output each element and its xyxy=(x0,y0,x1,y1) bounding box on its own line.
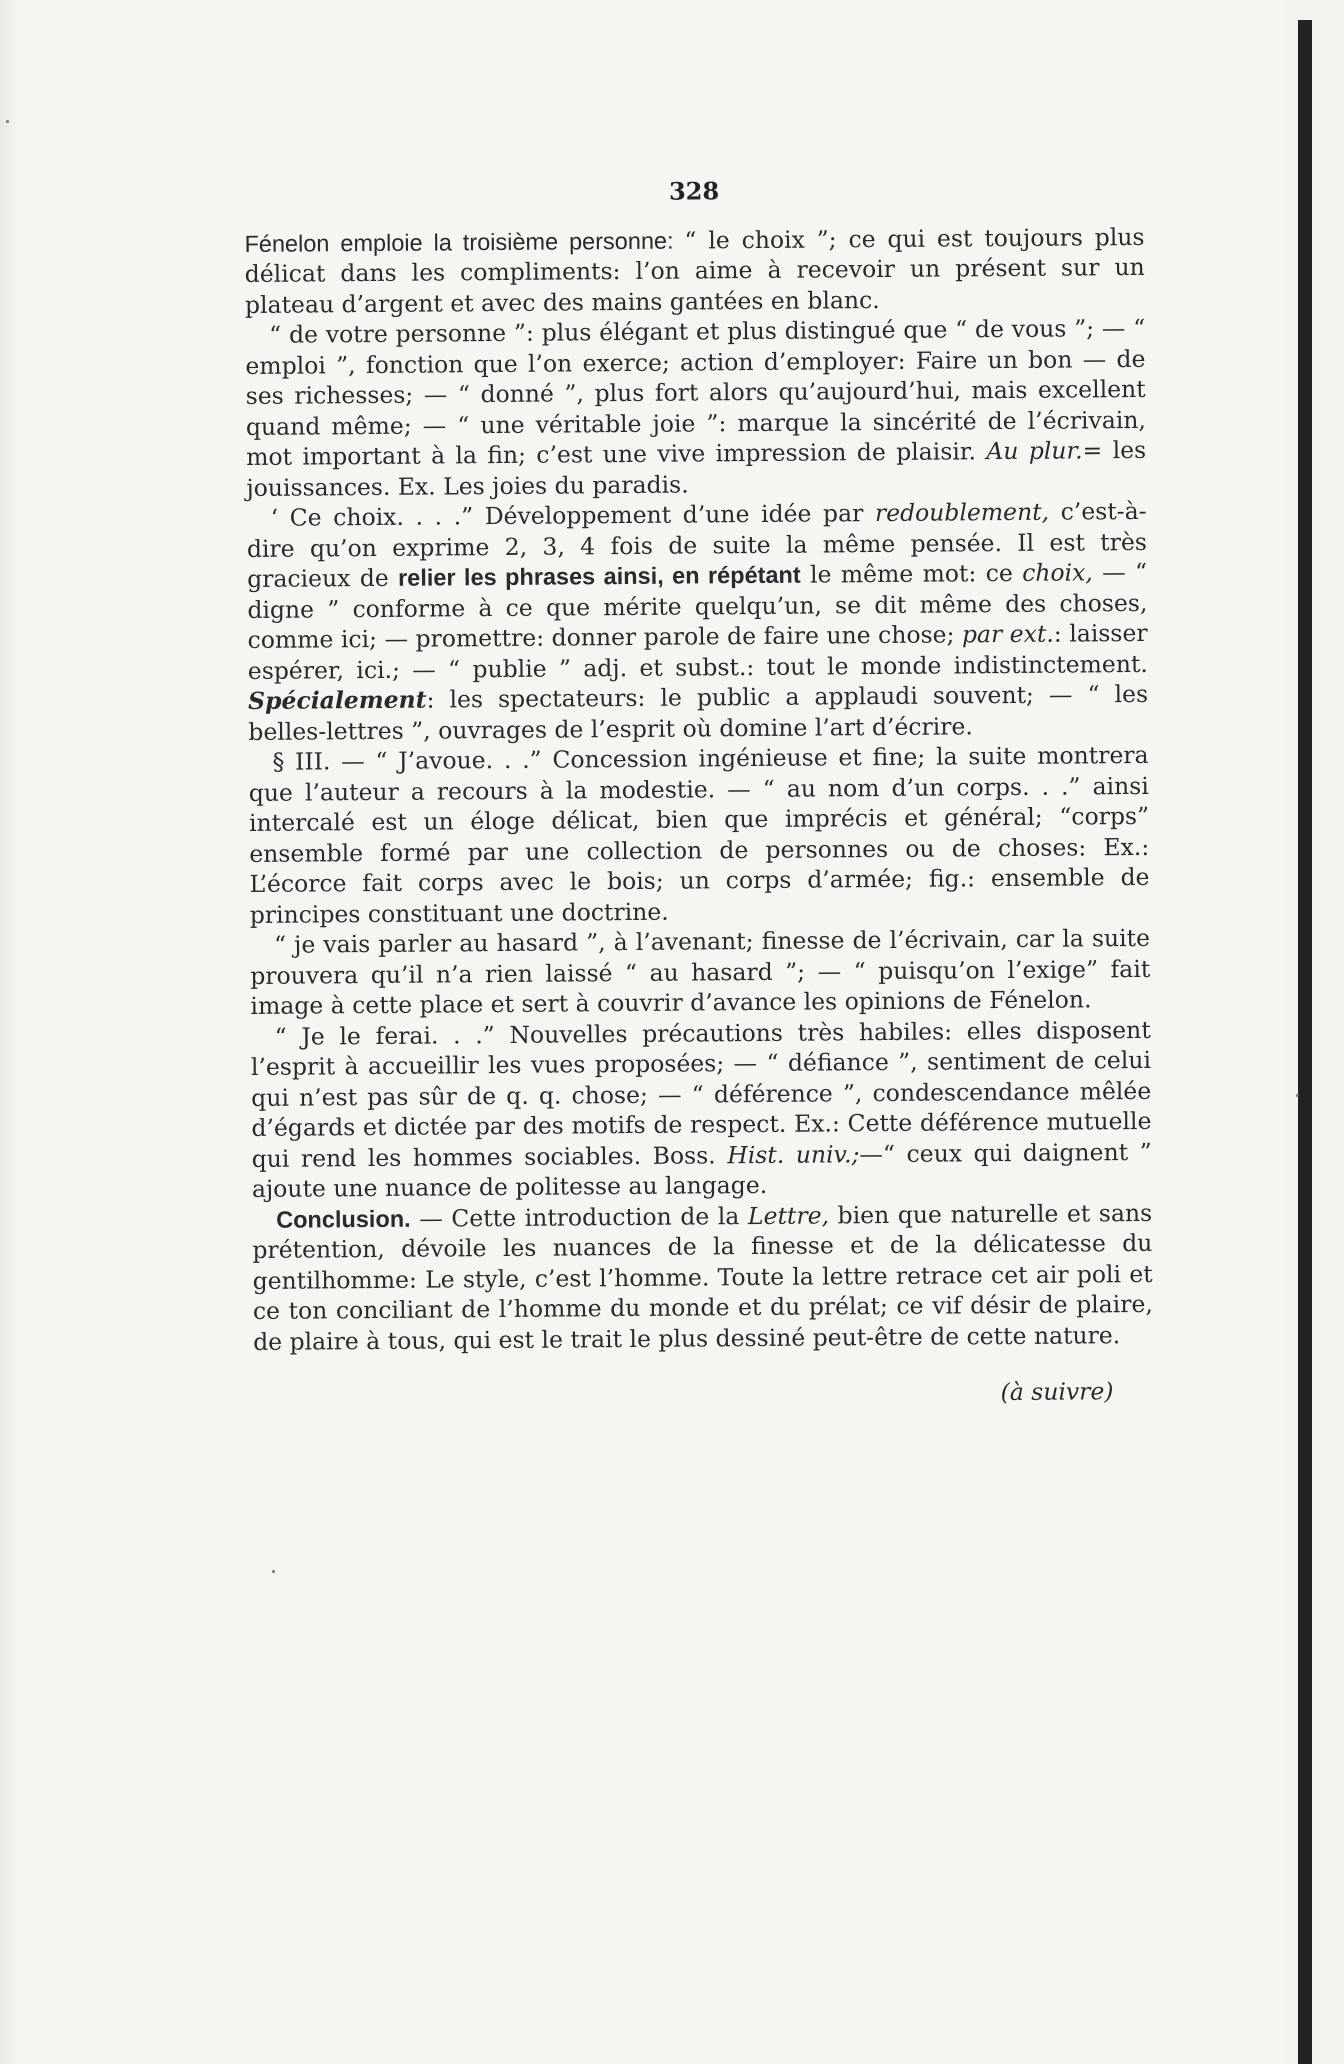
to-be-continued: (à suivre) xyxy=(1000,1377,1114,1407)
text-segment: par ext. xyxy=(961,619,1054,649)
text-segment: Fénelon emploie la troisième personne: xyxy=(244,227,685,257)
text-segment: —“ ceux qui daignent ” ajoute une nuance de politesse au langage. xyxy=(251,1137,1152,1203)
text-segment: relier les phrases ainsi, en répétant xyxy=(397,561,801,591)
scan-speck xyxy=(272,1570,275,1573)
paragraph xyxy=(252,1197,1153,1357)
text-segment: bien que naturelle et sans prétention, dévoile les nuances de la finesse et de la délicatesse du gentilhomme: Le style, c’est l’homme. Toute la lettre retrace cet air poli et ce ton conciliant de l’homme du monde et du prélat; ce vif désir de plaire, de plaire à tous, qui est le trait le plus dessiné peut-être de cette nature. xyxy=(252,1198,1153,1356)
text-segment: choix, xyxy=(1022,558,1093,587)
paragraph xyxy=(248,740,1149,930)
body-paragraphs xyxy=(244,221,1153,1357)
text-segment: — Cette introduction de la xyxy=(410,1201,749,1233)
text-segment: § III. — “ J’avoue. . .” Concession ingénieuse et fine; la suite montrera que l’auteur a recours à la modestie. — “ au nom d’un corps. . .” ainsi intercalé est un éloge délicat, bien que imprécis et général; “corps” ensemble formé par une collection de personnes ou de choses: Ex.: L’écorce fait corps avec le bois; un corps d’armée; fig.: ensemble de principes constituant une doctrine. xyxy=(248,740,1150,929)
text-segment: “ Je le ferai. . .” Nouvelles précautions très habiles: elles disposent l’esprit à accueillir les vues proposées; — “ défiance ”, sentiment de celui qui n’est pas sûr de q. q. chose; — “ déférence ”, condescendance mêlée d’égards et dictée par des motifs de respect. Ex.: Cette déférence mutuelle qui rend les hommes sociables. Boss. xyxy=(250,1015,1152,1173)
text-segment: Hist. univ.; xyxy=(727,1139,860,1169)
text-segment: Lettre, xyxy=(747,1200,830,1230)
text-segment: Spécialement xyxy=(247,685,427,715)
text-segment: “ le choix ”; ce qui est toujours plus délicat dans les compliments: l’on aime à recevoir un présent sur un plateau d’argent et avec des mains gantées en blanc. xyxy=(244,222,1145,319)
text-segment: : laisser espérer, ici.; — “ publie ” adj. et subst.: tout le monde indistinctement. xyxy=(247,618,1148,685)
paragraph xyxy=(250,923,1151,1022)
scan-speck xyxy=(6,120,9,123)
text-segment: le même mot: ce xyxy=(800,558,1023,589)
scan-speck xyxy=(1296,1094,1299,1097)
paragraph xyxy=(244,221,1145,320)
page-number: 328 xyxy=(668,176,720,206)
paragraph xyxy=(245,313,1146,503)
scan-right-border xyxy=(1284,0,1344,2064)
text-segment: Conclusion. xyxy=(276,1205,411,1233)
page-edge-shadow xyxy=(1298,20,1312,2064)
paragraph xyxy=(247,496,1149,747)
text-segment: “ de votre personne ”: plus élégant et plus distingué que “ de vous ”; — “ emploi ”, fonction que l’on exerce; action d’employer: Faire un bon — de ses richesses; — “ donné ”, plus fort alors qu’aujourd’hui, mais excellent quand même; — “ une véritable joie ”: marque la sincérité de l’écrivain, mot important à la fin; c’est une vive impression de plaisir. xyxy=(245,313,1147,471)
text-segment: “ je vais parler au hasard ”, à l’avenant; finesse de l’écrivain, car la suite prouvera qu’il n’a rien laissé “ au hasard ”; — “ puisqu’on l’exige” fait image à cette place et sert à couvrir d’avance les opinions de Fénelon. xyxy=(250,923,1151,1020)
text-segment: — “ digne ” conforme à ce que mérite quelqu’un, se dit même des choses, comme ici; — promettre: donner parole de faire une chose; xyxy=(247,557,1148,654)
text-segment: ‘ Ce choix. . . .” Développement d’une idée par xyxy=(270,499,876,532)
text-segment: = les jouissances. Ex. Les joies du paradis. xyxy=(246,435,1147,502)
text-segment: redoublement, xyxy=(874,497,1050,528)
paragraph xyxy=(251,1014,1152,1204)
text-segment: c’est-à-dire qu’on exprime 2, 3, 4 fois de suite la même pensée. Il est très gracieux de xyxy=(246,496,1147,593)
text-segment: : les spectateurs: le public a applaudi souvent; — “ les belles-lettres ”, ouvrages de l’esprit où domine l’art d’écrire. xyxy=(248,679,1149,746)
page-text-block xyxy=(244,173,1154,1414)
scan-left-margin xyxy=(0,0,18,2064)
text-segment: Au plur. xyxy=(986,436,1083,466)
